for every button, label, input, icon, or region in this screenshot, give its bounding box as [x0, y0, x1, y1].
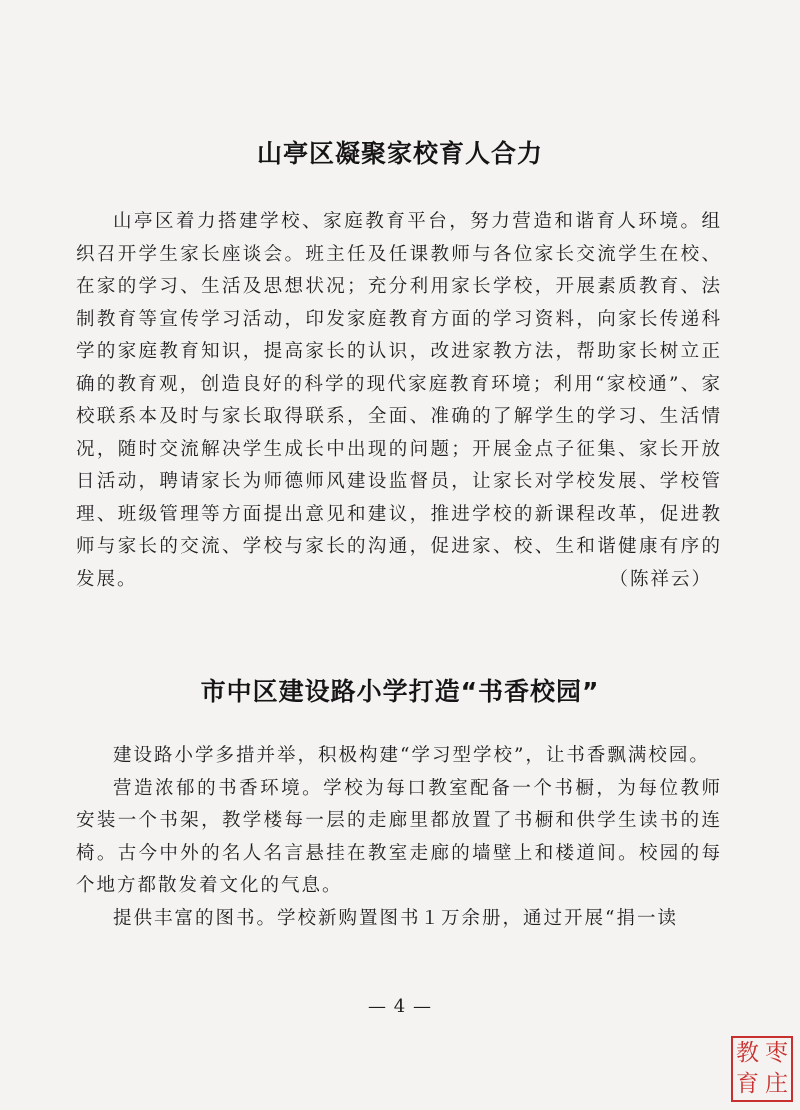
- author-byline: （陈祥云）: [609, 569, 712, 590]
- seal-stamp: [731, 1036, 793, 1102]
- article-body: [76, 740, 722, 935]
- seal-char: 教: [736, 1040, 759, 1066]
- seal-char: 庄: [765, 1071, 788, 1097]
- seal-char: 育: [736, 1071, 759, 1097]
- paragraph: 山亭区着力搭建学校、家庭教育平台，努力营造和谐育人环境。组织召开学生家长座谈会。班主任及任课教师与各位家长交流学生在校、在家的学习、生活及思想状况；充分利用家长学校，开展素质教育、法制教育等宣传学习活动，印发家庭教育方面的学习资料，向家长传递科学的家庭教育知识，提高家长的认识，改进家教方法，帮助家长树立正确的教育观，创造良好的科学的现代家庭教育环境；利用“家校通”、家校联系本及时与家长取得联系，全面、准确的了解学生的学习、生活情况，随时交流解决学生成长中出现的问题；开展金点子征集、家长开放日活动，聘请家长为师德师风建设监督员，让家长对学校发展、学校管理、班级管理等方面提出意见和建议，推进学校的新课程改革，促进教师与家长的交流、学校与家长的沟通，促进家、校、生和谐健康有序的发展。: [76, 211, 722, 590]
- article-title: 市中区建设路小学打造“书香校园”: [200, 677, 600, 706]
- paragraph: 提供丰富的图书。学校新购置图书１万余册，通过开展“捐一读: [113, 907, 678, 929]
- paragraph: 营造浓郁的书香环境。学校为每口教室配备一个书橱，为每位教师安装一个书架，教学楼每一层的走廊里都放置了书橱和供学生读书的连椅。古今中外的名人名言悬挂在教室走廊的墙壁上和楼道间。校园的每个地方都散发着文化的气息。: [76, 777, 722, 896]
- article-title: 山亭区凝聚家校育人合力: [256, 139, 543, 168]
- seal-char: 枣: [765, 1040, 788, 1066]
- page-number: — 4 —: [368, 996, 432, 1017]
- paragraph: 建设路小学多措并举，积极构建“学习型学校”，让书香飘满校园。: [113, 745, 710, 766]
- article-body: [76, 206, 722, 596]
